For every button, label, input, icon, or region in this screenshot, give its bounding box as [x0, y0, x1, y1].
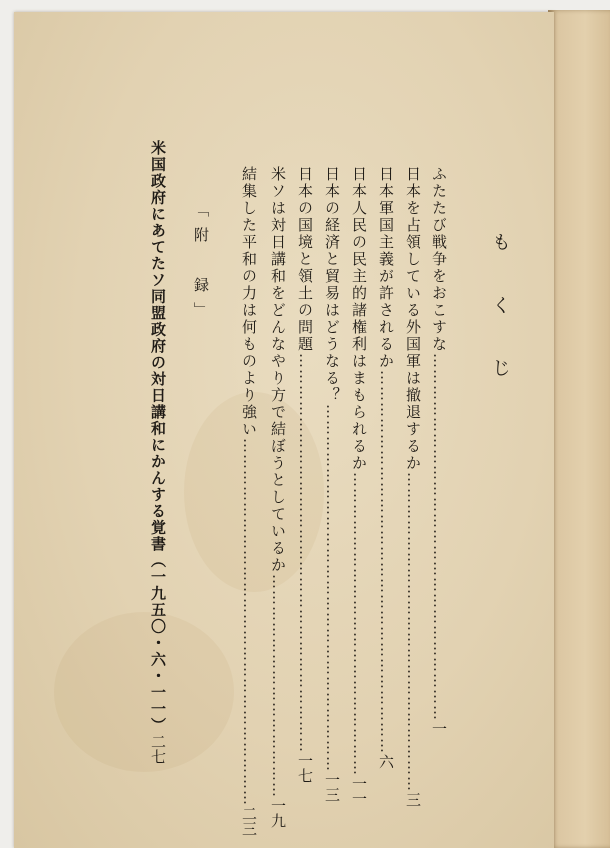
toc-entry-title: 日本を占領している外国軍は撤退するか: [404, 166, 422, 472]
toc-entry-title: 米ソは対日講和をどんなやり方で結ぼうとしているか: [269, 166, 287, 574]
toc-entry-title: 日本人民の民主的諸権利はまもられるか: [350, 166, 368, 472]
toc-entry: [377, 166, 395, 769]
toc-entry: [404, 166, 422, 807]
toc-entry-page: 三: [404, 792, 422, 807]
appendix-label: 「附 録」: [192, 202, 210, 327]
appendix-title: 米国政府にあてたソ同盟政府の対日講和にかんする覚書（一九五〇・六・一一）: [149, 140, 167, 734]
toc-entry-leader: …………………………………………………: [350, 472, 368, 776]
appendix-entry: [148, 140, 169, 764]
toc-entry-leader: ……………………………………………………: [404, 472, 422, 792]
toc-entry-leader: ……………………………………: [269, 574, 287, 798]
toc-entry-page: 一一: [350, 776, 368, 806]
toc-entry-title: 日本の経済と貿易はどうなる？: [323, 166, 341, 404]
toc-entry-leader: ……………………………………………………………: [240, 438, 258, 806]
toc-entry-leader: …………………………………………………………………: [296, 353, 314, 753]
paper-stain: [54, 612, 234, 772]
toc-entry-title: 日本の国境と領土の問題: [296, 166, 314, 353]
toc-heading: もくじ: [489, 232, 511, 421]
toc-entry-page: 一三: [323, 772, 341, 802]
appendix-page: 二七: [149, 734, 167, 764]
toc-entry: [430, 166, 448, 736]
toc-entry-page: 一九: [269, 798, 287, 828]
toc-entry-leader: ……………………………………………………………: [323, 404, 341, 772]
toc-entry-title: 日本軍国主義が許されるか: [377, 166, 395, 370]
toc-entry-page: 六: [377, 754, 395, 769]
toc-entry: [323, 166, 341, 802]
next-page-edge: [548, 10, 610, 848]
toc-entry-leader: ………………………………………………………………: [377, 370, 395, 754]
toc-entry: [296, 166, 314, 783]
toc-entry-page: 二三: [240, 806, 258, 836]
toc-entry-title: 結集した平和の力は何ものより強い: [240, 166, 258, 438]
toc-entry-leader: ……………………………………………………………: [430, 353, 448, 721]
toc-entry: [269, 166, 287, 828]
toc-entry-title: ふたたび戦争をおこすな: [430, 166, 448, 353]
toc-entry: [350, 166, 368, 806]
toc-entry-page: 一: [430, 721, 448, 736]
toc-entry: [240, 166, 258, 836]
toc-entry-page: 一七: [296, 753, 314, 783]
